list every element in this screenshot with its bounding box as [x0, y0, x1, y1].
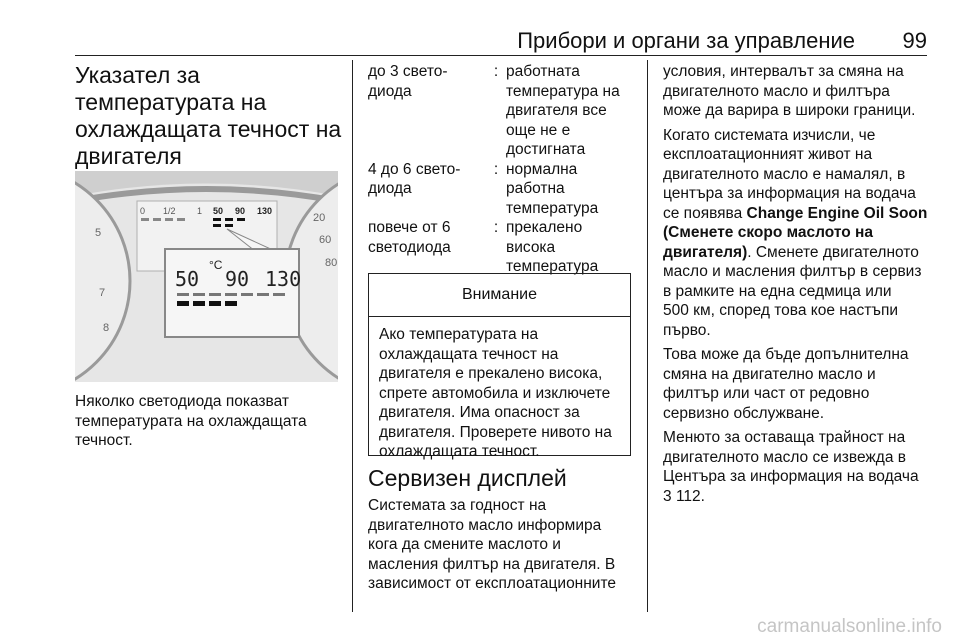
- text-line: масло и масления филтър в сервиз: [663, 263, 922, 280]
- led-meaning: температура на: [506, 82, 620, 100]
- top-label: 0: [140, 206, 146, 216]
- text-line: Менюто за оставаща трайност на: [663, 429, 906, 446]
- table-row: [368, 218, 633, 277]
- text-span: се появява: [663, 204, 747, 222]
- temperature-gauge-figure: [75, 171, 338, 382]
- service-line: зависимост от експлоатационните: [368, 575, 617, 592]
- text-line: двигателното масло и филтъра: [663, 82, 890, 100]
- top-label: 50: [213, 206, 224, 216]
- caution-line: двигателя. Има опасност за: [379, 404, 580, 421]
- figure-caption: [75, 392, 345, 451]
- text-line: двигателното масло се извежда в: [663, 448, 906, 466]
- scale-label: 5: [95, 227, 102, 239]
- led-meaning: двигателя все: [506, 102, 607, 119]
- section-heading-temperature: [75, 62, 345, 170]
- text-line: смяна на двигателно масло и: [663, 365, 876, 383]
- text-line: Центъра за информация на водача: [663, 468, 919, 485]
- section-heading-service: Сервизен дисплей: [368, 465, 567, 491]
- text-line: [663, 204, 931, 224]
- text-line: Когато системата изчисли, че: [663, 126, 876, 144]
- scale-label: 8: [103, 322, 110, 334]
- paragraph: [663, 428, 931, 506]
- caption-line: течност.: [75, 432, 133, 449]
- header-bar: [75, 24, 927, 58]
- caution-line: охлаждащата течност.: [379, 443, 540, 460]
- led-meaning: висока: [506, 238, 556, 256]
- led-meaning: температура: [506, 258, 599, 275]
- caution-line: спрете автомобила и изключете: [379, 384, 611, 402]
- text-line: сервизно обслужване.: [663, 404, 825, 422]
- top-label: 90: [235, 206, 246, 216]
- led-count: повече от 6: [368, 219, 451, 236]
- speed-label: 20: [313, 212, 326, 224]
- paragraph: [663, 126, 931, 341]
- message-text: двигателя): [663, 243, 748, 261]
- header-title: Прибори и органи за управление: [517, 28, 855, 53]
- scale-label: 7: [99, 287, 106, 299]
- text-line: първо.: [663, 321, 711, 339]
- led-count: диода: [368, 180, 412, 197]
- table-row: [368, 160, 633, 219]
- caution-line: Ако температурата на: [379, 326, 539, 343]
- page-number: 99: [902, 28, 927, 53]
- caution-line: охлаждащата течност на: [379, 345, 559, 363]
- led-meaning: нормална: [506, 160, 578, 178]
- paragraph: [663, 62, 931, 121]
- message-text: (Сменете скоро маслото на: [663, 224, 873, 241]
- text-line: филтър или част от редовно: [663, 385, 870, 402]
- paragraph: [663, 345, 931, 423]
- text-line: центъра за информация на водача: [663, 185, 916, 202]
- service-line: двигателното масло информира: [368, 516, 602, 534]
- speed-label: 60: [319, 234, 332, 246]
- text-line: [663, 243, 931, 263]
- service-line: Системата за годност на: [368, 497, 547, 514]
- led-count: диода: [368, 82, 412, 100]
- text-line: в рамките на една седмица или: [663, 282, 892, 300]
- text-line: двигателното масло е намалял, в: [663, 165, 906, 183]
- column-divider-right: [647, 60, 648, 612]
- zoom-label: 50: [175, 267, 200, 291]
- text-span: . Сменете двигателното: [747, 243, 919, 261]
- heading-line: двигателя: [75, 143, 182, 169]
- service-line: масления филтър на двигателя. В: [368, 555, 616, 573]
- top-label: 1/2: [163, 206, 176, 216]
- colon-separator: :: [493, 219, 499, 236]
- message-text: Change Engine Oil Soon: [746, 204, 928, 222]
- caution-body: [369, 317, 630, 470]
- text-line: условия, интервалът за смяна на: [663, 63, 904, 80]
- led-meaning: работна: [506, 180, 565, 197]
- top-label: 130: [257, 206, 273, 216]
- heading-line: охлаждащата течност на: [75, 116, 342, 142]
- service-display-section: [368, 465, 640, 594]
- column-divider-left: [352, 60, 353, 612]
- led-meaning: още не е: [506, 121, 571, 139]
- top-label: 1: [197, 206, 203, 216]
- led-meaning: работната: [506, 63, 580, 80]
- gauge-illustration: [75, 171, 338, 382]
- header-rule: [75, 55, 927, 56]
- caution-title: Внимание: [369, 274, 630, 317]
- text-line: експлоатационният живот на: [663, 146, 873, 163]
- left-column: [75, 62, 345, 170]
- caution-box: [368, 273, 631, 460]
- table-row: [368, 62, 633, 160]
- caution-line: двигателя. Проверете нивото на: [379, 423, 612, 441]
- zoom-label: 90: [225, 267, 250, 291]
- text-line: [663, 223, 931, 243]
- text-line: Това може да бъде допълнителна: [663, 346, 909, 363]
- led-count: 4 до 6 свето-: [368, 160, 461, 178]
- reference-arrow-icon: 3: [663, 487, 672, 505]
- heading-line: Указател за: [75, 62, 200, 88]
- led-count: светодиода: [368, 238, 451, 256]
- caution-line: двигателя е прекалено висока,: [379, 365, 603, 382]
- led-meaning: прекалено: [506, 219, 583, 236]
- watermark: carmanualsonline.info: [757, 616, 942, 637]
- text-line: може да варира в широки граници.: [663, 102, 916, 119]
- colon-separator: :: [493, 63, 499, 80]
- page-reference[interactable]: [663, 487, 931, 507]
- right-column: [663, 62, 931, 506]
- led-count-table: [368, 62, 633, 277]
- reference-page[interactable]: 112.: [675, 487, 705, 505]
- service-line: кога да смените маслото и: [368, 536, 561, 553]
- caption-line: температурата на охлаждащата: [75, 412, 307, 430]
- zoom-label: °C: [209, 258, 223, 272]
- led-meaning: температура: [506, 199, 599, 217]
- colon-separator: :: [493, 160, 499, 178]
- led-meaning: достигната: [506, 141, 586, 158]
- led-count: до 3 свето-: [368, 63, 448, 80]
- speed-label: 80: [325, 257, 338, 269]
- zoom-label: 130: [265, 267, 302, 291]
- caption-line: Няколко светодиода показват: [75, 393, 289, 410]
- heading-line: температурата на: [75, 89, 267, 115]
- text-line: 500 км, според това кое настъпи: [663, 302, 899, 319]
